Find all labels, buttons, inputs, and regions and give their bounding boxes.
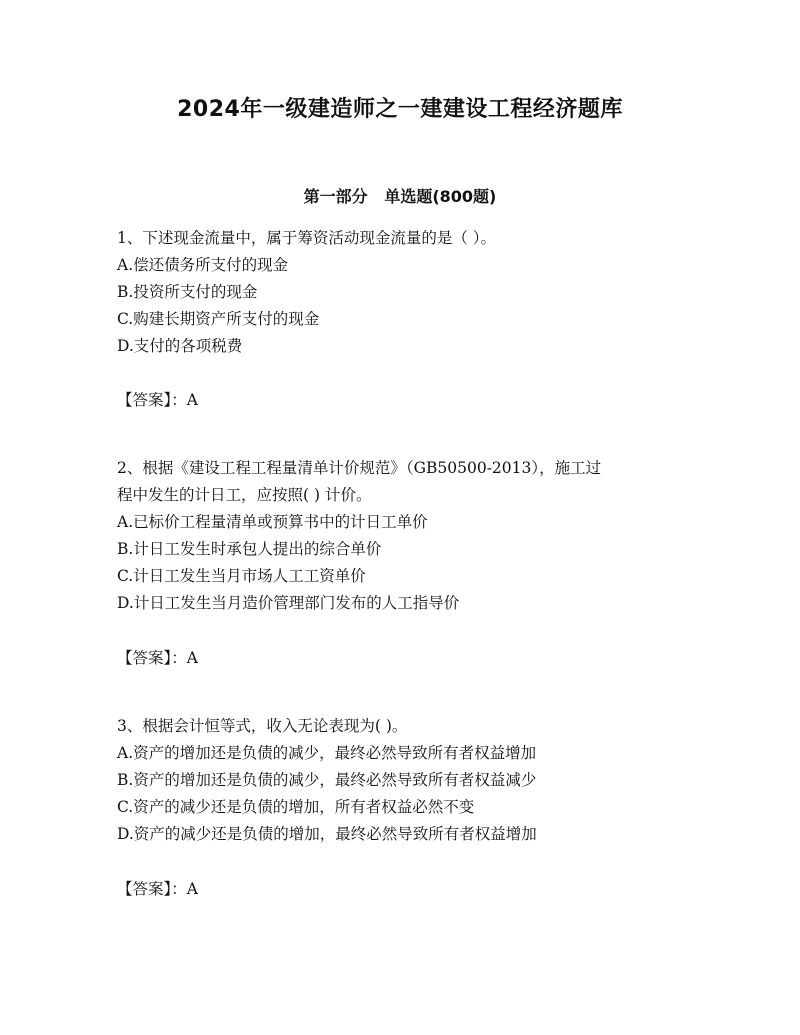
option-d: D.计日工发生当月造价管理部门发布的人工指导价	[117, 594, 460, 612]
answer-label: 【答案】：A	[117, 880, 198, 898]
option-a: A.资产的增加还是负债的减少，最终必然导致所有者权益增加	[117, 744, 537, 762]
option-c: C.购建长期资产所支付的现金	[117, 310, 320, 328]
option-b: B.计日工发生时承包人提出的综合单价	[117, 540, 382, 558]
question-stem: 2、根据《建设工程工程量清单计价规范》（GB50500-2013），施工过	[117, 459, 602, 477]
option-a: A.已标价工程量清单或预算书中的计日工单价	[117, 513, 428, 531]
answer-label: 【答案】：A	[117, 391, 198, 409]
document-title: 2024年一级建造师之一建建设工程经济题库	[177, 97, 623, 122]
option-b: B.投资所支付的现金	[117, 283, 258, 301]
question-stem-continued: 程中发生的计日工，应按照( ) 计价。	[117, 486, 372, 504]
option-d: D.支付的各项税费	[117, 337, 243, 355]
option-a: A.偿还债务所支付的现金	[117, 256, 289, 274]
question-stem: 3、根据会计恒等式，收入无论表现为( )。	[117, 717, 408, 735]
option-c: C.资产的减少还是负债的增加，所有者权益必然不变	[117, 798, 475, 816]
option-c: C.计日工发生当月市场人工工资单价	[117, 567, 366, 585]
section-title: 第一部分 单选题(800题)	[303, 187, 497, 206]
question-stem: 1、下述现金流量中，属于筹资活动现金流量的是（ ）。	[117, 229, 497, 247]
option-d: D.资产的减少还是负债的增加，最终必然导致所有者权益增加	[117, 825, 537, 843]
option-b: B.资产的增加还是负债的减少，最终必然导致所有者权益减少	[117, 771, 537, 789]
answer-label: 【答案】：A	[117, 649, 198, 667]
